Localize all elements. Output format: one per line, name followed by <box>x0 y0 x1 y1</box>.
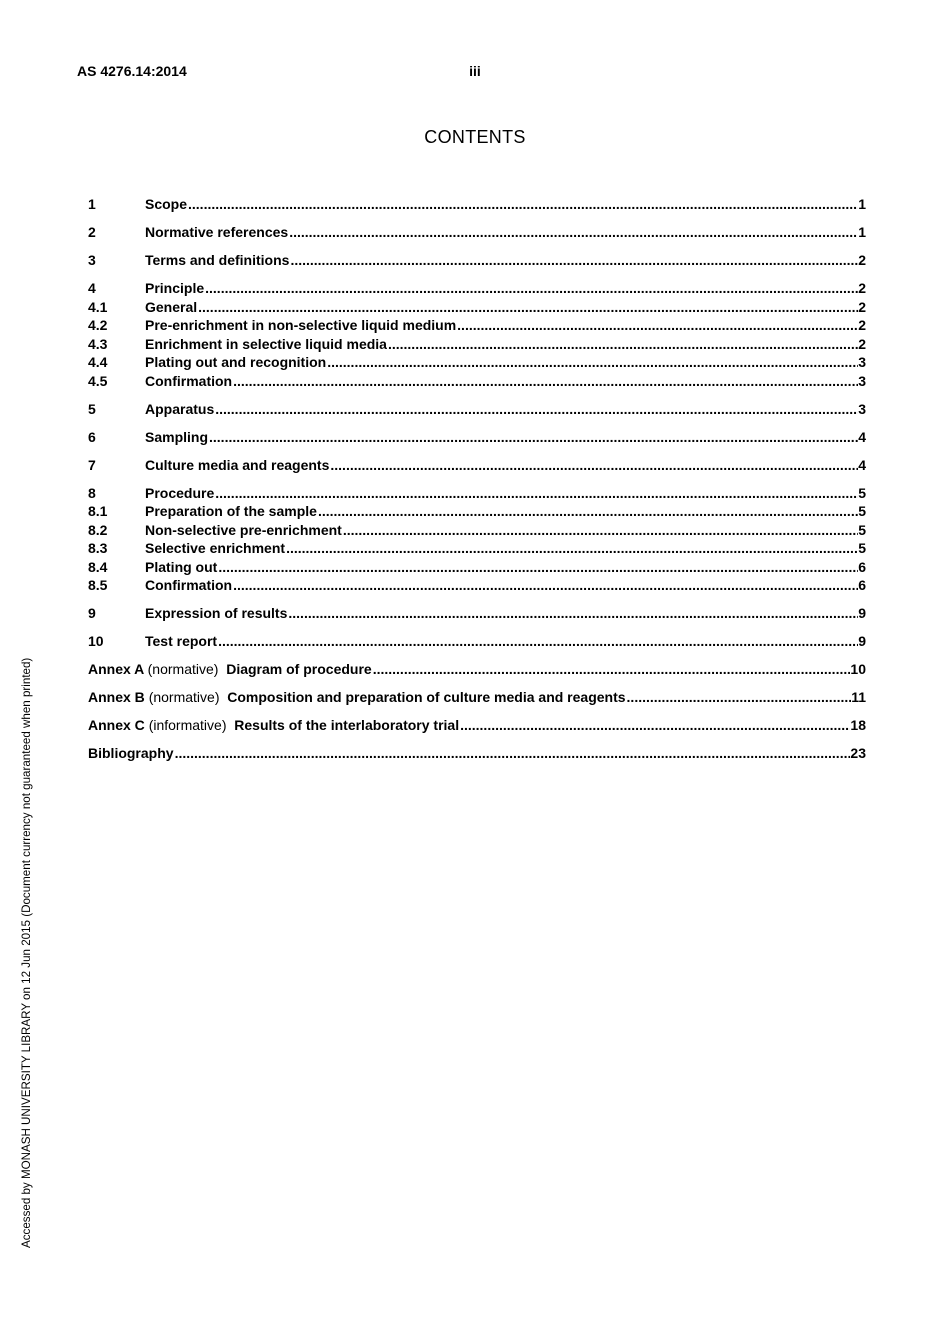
toc-number: 4.4 <box>88 354 108 370</box>
page-number: iii <box>469 63 481 79</box>
toc-number: 4.2 <box>88 317 108 333</box>
toc-number: 4.5 <box>88 372 108 389</box>
toc-title: Apparatus <box>145 400 215 417</box>
toc-title: Terms and definitions <box>145 252 290 268</box>
toc-leader <box>215 485 858 501</box>
table-of-contents <box>88 196 866 764</box>
toc-title: General <box>145 298 198 315</box>
toc-page: 3 <box>858 400 866 417</box>
toc-page: 4 <box>858 428 866 445</box>
annex-letter: Annex C <box>88 717 145 733</box>
toc-page: 2 <box>858 280 866 296</box>
toc-page: 6 <box>858 558 866 575</box>
page-title: CONTENTS <box>424 127 526 147</box>
toc-entry-2[interactable] <box>88 224 866 243</box>
annex-kind: (normative) <box>147 661 219 677</box>
toc-page: 4 <box>858 456 866 473</box>
toc-leader <box>373 661 851 677</box>
toc-entry-8-1[interactable] <box>88 503 866 522</box>
toc-title: Bibliography <box>88 745 174 761</box>
toc-page: 3 <box>858 372 866 389</box>
toc-entry-1[interactable] <box>88 196 866 215</box>
toc-page: 2 <box>858 317 866 333</box>
toc-number: 1 <box>88 196 96 212</box>
toc-leader <box>215 401 858 417</box>
toc-title: Enrichment in selective liquid media <box>145 335 387 352</box>
toc-entry-4-3[interactable] <box>88 336 866 355</box>
toc-number: 8.1 <box>88 503 108 519</box>
toc-entry-4-5[interactable] <box>88 373 866 392</box>
toc-page: 9 <box>858 605 866 621</box>
toc-entry-8-5[interactable] <box>88 577 866 596</box>
toc-title: Test report <box>145 633 218 649</box>
toc-page: 3 <box>858 354 866 370</box>
toc-page: 2 <box>858 335 866 352</box>
toc-leader <box>233 577 858 593</box>
toc-title: Normative references <box>145 224 289 240</box>
toc-title: Expression of results <box>145 605 288 621</box>
toc-page: 10 <box>850 661 866 677</box>
toc-entry-3[interactable] <box>88 252 866 271</box>
toc-leader <box>327 354 858 370</box>
toc-leader <box>457 317 858 333</box>
toc-leader <box>289 224 858 240</box>
toc-leader <box>209 429 858 445</box>
toc-number: 2 <box>88 224 96 240</box>
toc-page: 9 <box>858 633 866 649</box>
toc-leader <box>233 373 858 389</box>
toc-page: 1 <box>858 224 866 240</box>
toc-number: 7 <box>88 456 96 473</box>
toc-leader <box>460 717 850 733</box>
toc-title: Plating out <box>145 558 218 575</box>
toc-bibliography[interactable] <box>88 745 866 764</box>
toc-leader <box>175 745 851 761</box>
toc-page: 5 <box>858 521 866 538</box>
toc-number: 4.1 <box>88 298 108 315</box>
toc-page: 5 <box>858 540 866 556</box>
toc-annex-b[interactable] <box>88 689 866 708</box>
annex-title: Results of the interlaboratory trial <box>234 717 460 733</box>
toc-entry-8-3[interactable] <box>88 540 866 559</box>
toc-title: Selective enrichment <box>145 540 286 556</box>
toc-number: 9 <box>88 605 96 621</box>
toc-title: Confirmation <box>145 372 233 389</box>
toc-entry-10[interactable] <box>88 633 866 652</box>
toc-leader <box>343 522 858 538</box>
toc-page: 5 <box>858 503 866 519</box>
toc-title: Pre-enrichment in non-selective liquid medium <box>145 317 457 333</box>
toc-number: 6 <box>88 428 96 445</box>
toc-leader <box>286 540 858 556</box>
toc-title: Culture media and reagents <box>145 456 330 473</box>
annex-title: Diagram of procedure <box>226 661 372 677</box>
toc-entry-6[interactable] <box>88 429 866 448</box>
toc-title: Preparation of the sample <box>145 503 317 519</box>
toc-title: Scope <box>145 196 188 212</box>
document-id: AS 4276.14:2014 <box>77 63 187 79</box>
toc-leader <box>388 336 858 352</box>
toc-entry-5[interactable] <box>88 401 866 420</box>
annex-kind: (informative) <box>148 717 227 733</box>
toc-number: 8.4 <box>88 558 108 575</box>
toc-number: 4.3 <box>88 335 108 352</box>
toc-number: 3 <box>88 252 96 268</box>
toc-entry-8-4[interactable] <box>88 559 866 578</box>
toc-number: 8.5 <box>88 577 108 593</box>
toc-leader <box>627 689 852 705</box>
toc-leader <box>188 196 858 212</box>
toc-entry-7[interactable] <box>88 457 866 476</box>
toc-title: Principle <box>145 280 205 296</box>
toc-leader <box>330 457 858 473</box>
toc-entry-4[interactable] <box>88 280 866 299</box>
toc-page: 2 <box>858 252 866 268</box>
toc-entry-9[interactable] <box>88 605 866 624</box>
toc-page: 11 <box>851 689 866 705</box>
toc-number: 8.3 <box>88 540 108 556</box>
annex-kind: (normative) <box>148 689 220 705</box>
toc-leader <box>318 503 858 519</box>
toc-page: 18 <box>850 717 866 733</box>
annex-label <box>88 661 373 677</box>
toc-page: 1 <box>858 196 866 212</box>
toc-number: 10 <box>88 633 104 649</box>
toc-leader <box>218 633 858 649</box>
annex-letter: Annex A <box>88 661 144 677</box>
toc-title: Confirmation <box>145 577 233 593</box>
toc-entry-8[interactable] <box>88 485 866 504</box>
toc-page: 5 <box>858 484 866 501</box>
toc-number: 5 <box>88 400 96 417</box>
toc-leader <box>218 559 858 575</box>
toc-entry-4-1[interactable] <box>88 299 866 318</box>
toc-leader <box>205 280 858 296</box>
toc-leader <box>290 252 858 268</box>
annex-label <box>88 717 460 733</box>
toc-entry-8-2[interactable] <box>88 522 866 541</box>
toc-entry-4-2[interactable] <box>88 317 866 336</box>
access-watermark: Accessed by MONASH UNIVERSITY LIBRARY on 12 Jun 2015 (Document currency not guaranteed when printed) <box>20 657 33 1248</box>
annex-label <box>88 689 627 705</box>
toc-number: 4 <box>88 280 96 296</box>
toc-number: 8.2 <box>88 521 108 538</box>
annex-letter: Annex B <box>88 689 145 705</box>
toc-page: 2 <box>858 298 866 315</box>
toc-annex-a[interactable] <box>88 661 866 680</box>
toc-page: 23 <box>850 745 866 761</box>
toc-title: Sampling <box>145 428 209 445</box>
toc-title: Non-selective pre-enrichment <box>145 521 342 538</box>
toc-title: Plating out and recognition <box>145 354 327 370</box>
toc-title: Procedure <box>145 484 215 501</box>
annex-title: Composition and preparation of culture media and reagents <box>227 689 626 705</box>
toc-leader <box>198 299 858 315</box>
toc-entry-4-4[interactable] <box>88 354 866 373</box>
toc-number: 8 <box>88 484 96 501</box>
toc-leader <box>288 605 858 621</box>
toc-annex-c[interactable] <box>88 717 866 736</box>
toc-page: 6 <box>858 577 866 593</box>
